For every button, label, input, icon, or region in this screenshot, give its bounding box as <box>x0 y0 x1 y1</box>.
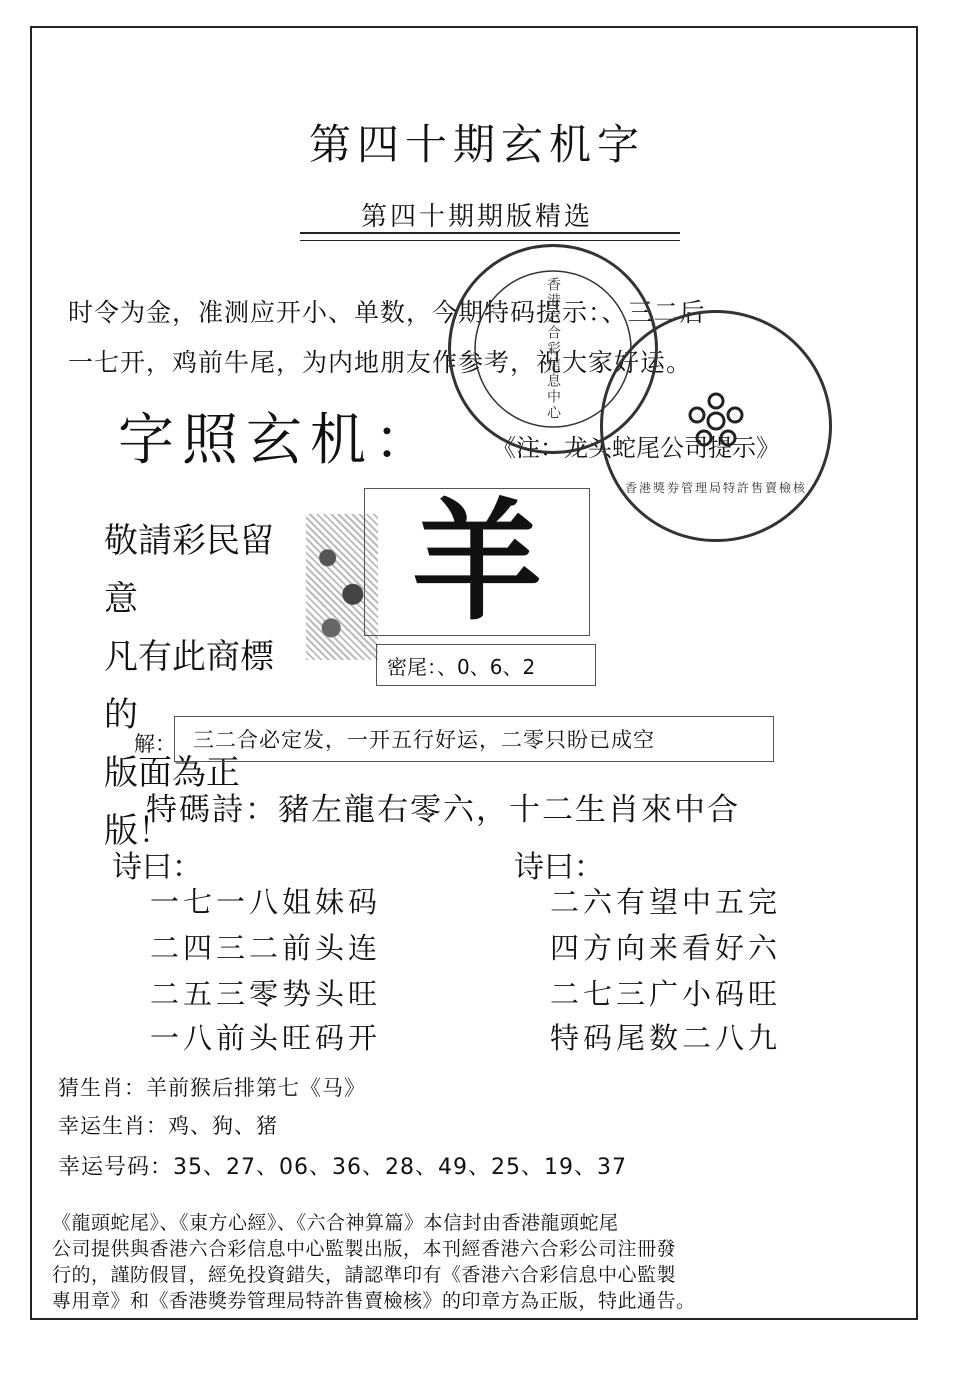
footer-line-1: 《龍頭蛇尾》、《東方心經》、《六合神算篇》本信封由香港龍頭蛇尾 <box>52 1212 619 1234</box>
mystery-character: 羊 <box>364 488 590 636</box>
lucky-numbers: 幸运号码：35、27、06、36、28、49、25、19、37 <box>58 1155 627 1180</box>
poem-left-line: 二四三二前头连 <box>150 931 382 965</box>
poem-right-line: 二六有望中五完 <box>550 885 782 919</box>
interpretation-box: 三二合必定发，一开五行好运，二零只盼已成空 <box>174 716 774 762</box>
page-subtitle: 第四十期期版精选 <box>360 202 593 232</box>
footer-line-4: 專用章》和《香港獎券管理局特許售賣檢核》的印章方為正版，特此通告。 <box>52 1290 696 1312</box>
poem-left-line: 一七一八姐妹码 <box>150 885 382 919</box>
poem-left-heading: 诗曰： <box>112 850 202 885</box>
stamp-lottery-authority <box>600 310 832 542</box>
guess-zodiac: 猜生肖：羊前猴后排第七《马》 <box>58 1076 366 1100</box>
subtitle-underline <box>300 232 680 234</box>
poem-right-line: 四方向来看好六 <box>550 931 782 965</box>
intro-line-1: 时令为金，准测应开小、单数，今期特码提示：、三二后 <box>68 298 706 327</box>
note-text: 《注：龙头蛇尾公司提示》 <box>492 434 780 462</box>
poem-right-line: 特码尾数二八九 <box>550 1021 782 1055</box>
interpretation-label: 解： <box>134 732 176 756</box>
subtitle-underline-thin <box>300 240 680 241</box>
secret-tail-box: 密尾：、0、6、2 <box>376 644 596 686</box>
footer-notice <box>52 1210 912 1314</box>
notice-line-3: 版面為正版！ <box>104 753 240 851</box>
stamp-1-text: 香港六合彩信息中心 <box>545 277 561 421</box>
poem-left-line: 一八前头旺码开 <box>150 1021 382 1055</box>
notice-line-2: 凡有此商標的 <box>104 637 274 735</box>
footer-line-3: 行的，謹防假冒，經免投資錯失，請認準印有《香港六合彩信息中心監製 <box>52 1264 677 1286</box>
stamp-2-text: 香港獎券管理局特許售賣檢核 <box>624 481 807 495</box>
special-code-poem: 特碼詩：豬左龍右零六，十二生肖來中合 <box>146 792 740 828</box>
mystery-heading: 字照玄机： <box>118 408 438 473</box>
lucky-zodiac: 幸运生肖：鸡、狗、猪 <box>58 1114 278 1138</box>
poem-right-heading: 诗曰： <box>514 850 604 885</box>
poem-left-line: 二五三零势头旺 <box>150 977 382 1011</box>
poem-right-line: 二七三广小码旺 <box>550 977 782 1011</box>
page-title: 第四十期玄机字 <box>308 120 645 169</box>
footer-line-2: 公司提供與香港六合彩信息中心監製出版，本刊經香港六合彩公司注冊發 <box>52 1238 677 1260</box>
intro-line-2: 一七开，鸡前牛尾，为内地朋友作参考，祝大家好运。 <box>68 348 693 377</box>
seal-emblem-icon <box>686 391 746 451</box>
notice-line-1: 敬請彩民留意 <box>104 521 274 619</box>
